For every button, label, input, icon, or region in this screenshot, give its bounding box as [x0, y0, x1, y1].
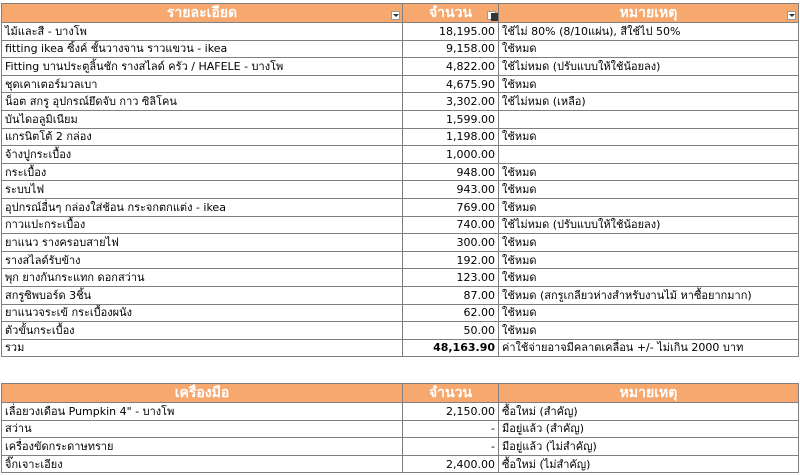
table-row — [2, 251, 799, 269]
cell-note[interactable]: ซื้อใหม่ (สำคัญ) — [499, 403, 799, 421]
cell-detail[interactable]: ยาแนว รางครอบสายไฟ — [2, 234, 403, 252]
tools-table — [1, 383, 799, 473]
cell-note[interactable]: ใช้หมด — [499, 304, 799, 322]
table-row — [2, 75, 799, 93]
header-detail-label: รายละเอียด — [166, 4, 238, 21]
header-detail[interactable] — [2, 4, 403, 23]
cell-detail[interactable]: บันไดอลูมิเนียม — [2, 110, 403, 128]
header-amount[interactable] — [403, 4, 499, 23]
table-row — [2, 304, 799, 322]
cell-amount[interactable]: 948.00 — [403, 163, 499, 181]
cell-note[interactable]: มีอยู่แล้ว (ไม่สำคัญ) — [499, 438, 799, 456]
cell-note[interactable]: ใช้หมด — [499, 198, 799, 216]
table-row — [2, 420, 799, 438]
cell-amount[interactable]: 1,000.00 — [403, 146, 499, 164]
table-row — [2, 58, 799, 76]
cell-amount[interactable]: 62.00 — [403, 304, 499, 322]
cell-amount[interactable]: 87.00 — [403, 286, 499, 304]
table-row — [2, 269, 799, 287]
cell-detail[interactable]: กาวแปะกระเบื้อง — [2, 216, 403, 234]
cell-amount[interactable]: 123.00 — [403, 269, 499, 287]
table-row — [2, 40, 799, 58]
table-row — [2, 216, 799, 234]
cell-detail[interactable]: fitting ikea ซิ้งค์ ชั้นวางจาน ราวแขวน - ikea — [2, 40, 403, 58]
cell-note[interactable]: ใช้หมด — [499, 163, 799, 181]
table-row — [2, 286, 799, 304]
sort-filter-icon[interactable] — [487, 11, 496, 20]
cell-amount[interactable]: 1,599.00 — [403, 110, 499, 128]
cell-detail[interactable]: พุก ยางกันกระแทก ดอกสว่าน — [2, 269, 403, 287]
cell-detail[interactable]: อุปกรณ์อื่นๆ กล่องใส่ช้อน กระจกตกแต่ง - ikea — [2, 198, 403, 216]
tools-header-amount[interactable]: จำนวน — [403, 384, 499, 403]
cell-detail[interactable]: ไม้และสี - บางโพ — [2, 23, 403, 41]
cell-amount[interactable]: 9,158.00 — [403, 40, 499, 58]
cell-amount[interactable]: 769.00 — [403, 198, 499, 216]
table-row — [2, 93, 799, 111]
expenses-header-row — [2, 4, 799, 23]
header-note-label: หมายเหตุ — [619, 4, 678, 21]
cell-amount[interactable]: 4,675.90 — [403, 75, 499, 93]
cell-detail[interactable]: จ้างปูกระเบื้อง — [2, 146, 403, 164]
table-row — [2, 455, 799, 473]
cell-note[interactable]: ใช้หมด — [499, 128, 799, 146]
cell-note[interactable]: ใช้หมด — [499, 40, 799, 58]
table-row — [2, 198, 799, 216]
cell-detail[interactable]: เลื่อยวงเดือน Pumpkin 4" - บางโพ — [2, 403, 403, 421]
table-row — [2, 110, 799, 128]
cell-amount[interactable]: 1,198.00 — [403, 128, 499, 146]
cell-note[interactable]: ใช้หมด — [499, 322, 799, 340]
cell-detail[interactable]: สกรูซิพบอร์ด 3ชิ้น — [2, 286, 403, 304]
table-row — [2, 163, 799, 181]
filter-dropdown-icon[interactable] — [391, 11, 400, 20]
cell-detail[interactable]: เครื่องขัดกระดาษทราย — [2, 438, 403, 456]
cell-amount[interactable]: 18,195.00 — [403, 23, 499, 41]
cell-amount[interactable]: - — [403, 438, 499, 456]
total-row — [2, 339, 799, 357]
cell-detail[interactable]: แกรนิตโต้ 2 กล่อง — [2, 128, 403, 146]
total-note[interactable]: ค่าใช้จ่ายอาจมีคลาดเคลื่อน +/- ไม่เกิน 2000 บาท — [499, 339, 799, 357]
cell-note[interactable]: ใช้หมด — [499, 251, 799, 269]
cell-note[interactable] — [499, 146, 799, 164]
cell-detail[interactable]: น็อต สกรู อุปกรณ์ยึดจับ กาว ซิลิโคน — [2, 93, 403, 111]
table-row — [2, 181, 799, 199]
table-row — [2, 438, 799, 456]
table-row — [2, 23, 799, 41]
table-row — [2, 234, 799, 252]
total-amount[interactable]: 48,163.90 — [403, 339, 499, 357]
cell-detail[interactable]: สว่าน — [2, 420, 403, 438]
header-note[interactable] — [499, 4, 799, 23]
cell-amount[interactable]: 943.00 — [403, 181, 499, 199]
cell-detail[interactable]: Fitting บานประตูลิ้นชัก รางสไลด์ ครัว / HAFELE - บางโพ — [2, 58, 403, 76]
cell-note[interactable]: ใช้หมด (สกรูเกลียวห่างสำหรับงานไม้ หาซื้อยากมาก) — [499, 286, 799, 304]
cell-note[interactable]: ใช้หมด — [499, 269, 799, 287]
expenses-table — [1, 3, 799, 357]
total-label[interactable]: รวม — [2, 339, 403, 357]
cell-detail[interactable]: ตัวขั้นกระเบื้อง — [2, 322, 403, 340]
header-amount-label: จำนวน — [428, 4, 473, 21]
cell-amount[interactable]: 50.00 — [403, 322, 499, 340]
cell-detail[interactable]: ระบบไฟ — [2, 181, 403, 199]
table-row — [2, 322, 799, 340]
cell-amount[interactable]: 300.00 — [403, 234, 499, 252]
tools-header-row — [2, 384, 799, 403]
cell-amount[interactable]: 3,302.00 — [403, 93, 499, 111]
cell-note[interactable]: ใช้ไม่ 80% (8/10แผ่น), สีใช้ไป 50% — [499, 23, 799, 41]
table-row — [2, 128, 799, 146]
filter-dropdown-icon[interactable] — [787, 11, 796, 20]
cell-amount[interactable]: 2,400.00 — [403, 455, 499, 473]
cell-detail[interactable]: กระเบื้อง — [2, 163, 403, 181]
cell-note[interactable] — [499, 110, 799, 128]
tools-header-note[interactable]: หมายเหตุ — [499, 384, 799, 403]
table-row — [2, 403, 799, 421]
cell-detail[interactable]: รางสไลด์รับข้าง — [2, 251, 403, 269]
cell-note[interactable]: ใช้หมด — [499, 75, 799, 93]
cell-note[interactable]: ใช้ไม่หมด (ปรับแบบให้ใช้น้อยลง) — [499, 58, 799, 76]
table-row — [2, 146, 799, 164]
cell-detail[interactable]: ยาแนวจระเข้ กระเบื้องผนัง — [2, 304, 403, 322]
cell-note[interactable]: มีอยู่แล้ว (สำคัญ) — [499, 420, 799, 438]
cell-note[interactable]: ซื้อใหม่ (ไม่สำคัญ) — [499, 455, 799, 473]
cell-amount[interactable]: 192.00 — [403, 251, 499, 269]
cell-note[interactable]: ใช้ไม่หมด (ปรับแบบให้ใช้น้อยลง) — [499, 216, 799, 234]
cell-detail[interactable]: จิ๊กเจาะเอียง — [2, 455, 403, 473]
tools-header-detail[interactable]: เครื่องมือ — [2, 384, 403, 403]
cell-note[interactable]: ใช้ไม่หมด (เหลือ) — [499, 93, 799, 111]
cell-amount[interactable]: 2,150.00 — [403, 403, 499, 421]
cell-note[interactable]: ใช้หมด — [499, 181, 799, 199]
cell-amount[interactable]: 740.00 — [403, 216, 499, 234]
cell-detail[interactable]: ชุดเคาเตอร์มวลเบา — [2, 75, 403, 93]
cell-amount[interactable]: 4,822.00 — [403, 58, 499, 76]
cell-note[interactable]: ใช้หมด — [499, 234, 799, 252]
cell-amount[interactable]: - — [403, 420, 499, 438]
